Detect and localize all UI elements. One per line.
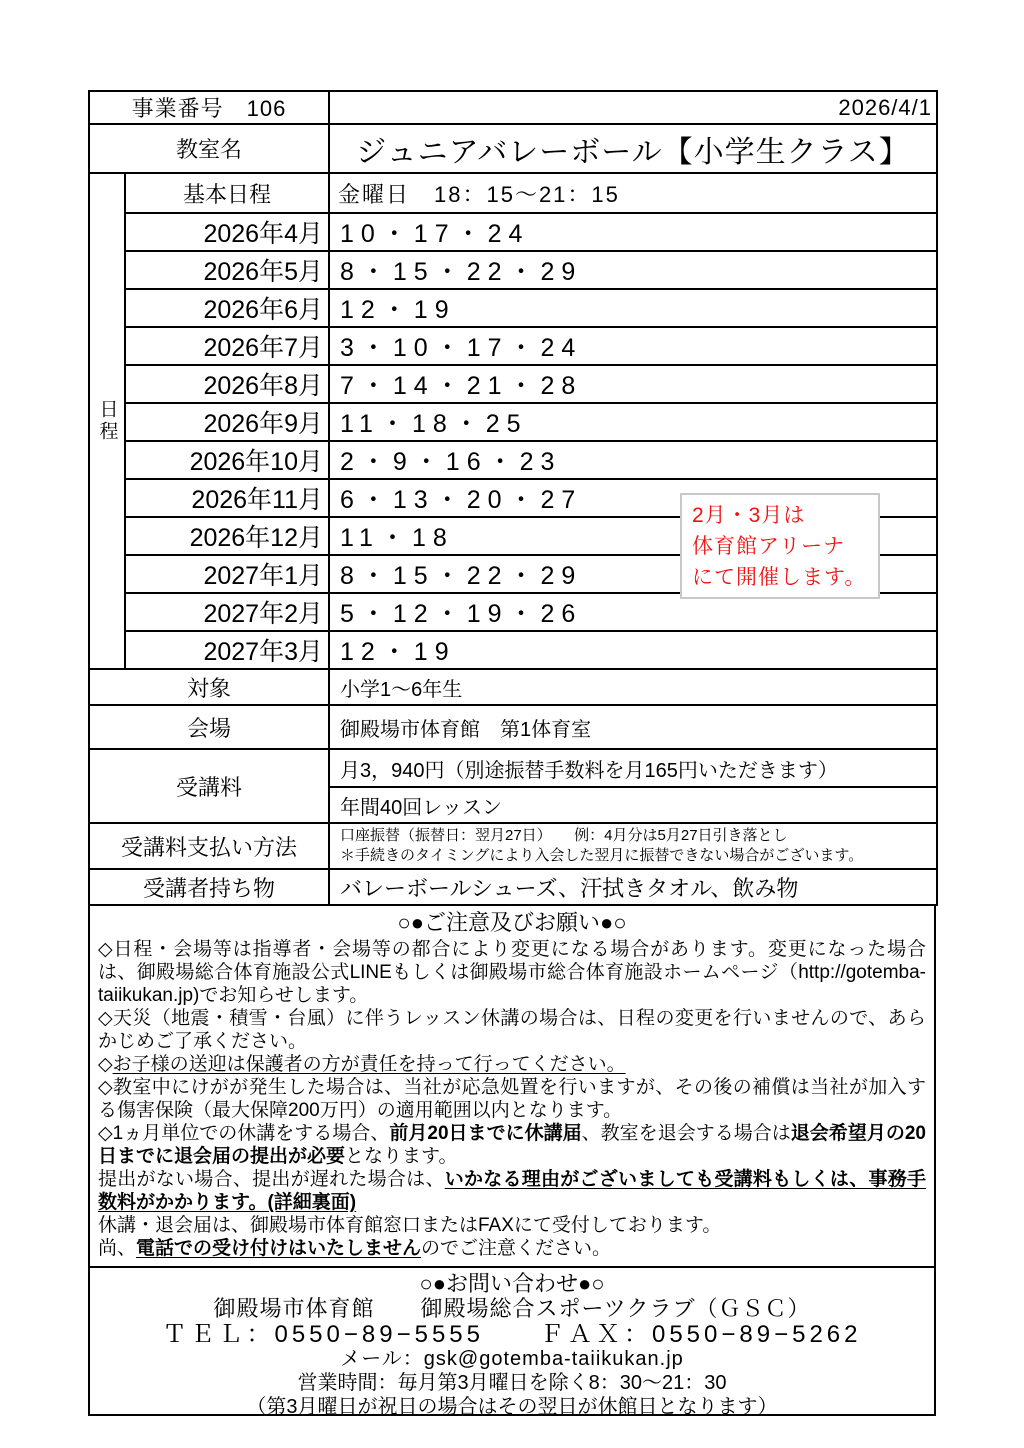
schedule-dates: 11・18・25 <box>329 403 937 441</box>
note-segment: 電話での受け付けはいたしません <box>136 1238 422 1259</box>
schedule-dates: 10・17・24 <box>329 213 937 251</box>
arena-notice-line: 2月・3月は <box>692 504 806 527</box>
note-segment: 前月20日までに休講届 <box>389 1123 582 1144</box>
fee-label: 受講料 <box>89 749 329 823</box>
schedule-month-row <box>89 251 937 289</box>
fee-row-1 <box>89 749 937 787</box>
note-line <box>98 1214 926 1237</box>
note-segment: お子様の送迎は保護者の方が責任を持って行ってください。 <box>112 1054 626 1075</box>
note-segment: ◇ <box>98 1054 113 1075</box>
arena-notice <box>680 493 880 599</box>
class-name-value: ジュニアバレーボール【小学生クラス】 <box>329 124 937 173</box>
schedule-month: 2027年1月 <box>125 555 329 593</box>
basic-schedule-row <box>89 173 937 213</box>
class-name-row <box>89 124 937 173</box>
note-segment: ◇天災（地震・積雪・台風）に伴うレッスン休講の場合は、日程の変更を行いませんので、あらかじめご了承ください。 <box>98 1008 926 1052</box>
schedule-dates: 11・18 <box>329 517 937 555</box>
items-row <box>89 869 937 905</box>
items-label: 受講者持ち物 <box>89 869 329 905</box>
schedule-dates: 5・12・19・26 <box>329 593 937 631</box>
class-name-label: 教室名 <box>89 124 329 173</box>
schedule-dates: 12・19 <box>329 631 937 669</box>
fee-lessons: 年間40回レッスン <box>329 787 937 823</box>
note-line <box>98 1237 926 1260</box>
schedule-dates: 8・15・22・29 <box>329 555 937 593</box>
schedule-month: 2026年11月 <box>125 479 329 517</box>
note-line <box>98 1168 926 1214</box>
note-line <box>98 1122 926 1168</box>
note-segment: 退会希望月の20日までに退会届の提出が必要 <box>98 1123 926 1167</box>
schedule-month-row <box>89 289 937 327</box>
schedule-month-row <box>89 441 937 479</box>
contact-header: ○●お問い合わせ●○ <box>419 1271 605 1296</box>
class-info-sheet <box>88 90 936 1416</box>
arena-notice-line: にて開催します。 <box>692 566 867 589</box>
schedule-dates: 3・10・17・24 <box>329 327 937 365</box>
target-value: 小学1～6年生 <box>329 669 937 705</box>
notes-section <box>88 904 936 1268</box>
arena-notice-line: 体育館アリーナ <box>692 535 846 558</box>
schedule-side-label: 日程 <box>96 399 118 443</box>
note-line <box>98 1076 926 1122</box>
schedule-month-row <box>89 403 937 441</box>
notes-header: ○●ご注意及びお願い●○ <box>397 910 627 935</box>
schedule-month: 2026年5月 <box>125 251 329 289</box>
note-line <box>98 1007 926 1053</box>
note-segment: いかなる理由がございましても受講料もしくは、事務手数料がかかります。(詳細裏面) <box>98 1169 926 1213</box>
note-segment: ◇日程・会場等は指導者・会場等の都合により変更になる場合があります。変更になった場合は、御殿場総合体育施設公式LINEもしくは御殿場市総合体育施設ホームページ（http://gotemba-taiikukan.jp)でお知らせします。 <box>98 939 926 1006</box>
schedule-month-row <box>89 327 937 365</box>
schedule-month: 2026年8月 <box>125 365 329 403</box>
contact-org: 御殿場市体育館 御殿場総合スポーツクラブ（ＧＳＣ） <box>213 1296 811 1321</box>
schedule-month: 2026年9月 <box>125 403 329 441</box>
schedule-month: 2026年6月 <box>125 289 329 327</box>
business-number-row <box>89 91 937 124</box>
note-segment: ◇教室中にけがが発生した場合は、当社が応急処置を行いますが、その後の補償は当社が加入する傷害保険（最大保障200万円）の適用範囲以内となります。 <box>98 1077 926 1121</box>
contact-mail: メール：gsk@gotemba-taiikukan.jp <box>340 1348 684 1370</box>
venue-label: 会場 <box>89 705 329 749</box>
schedule-dates: 8・15・22・29 <box>329 251 937 289</box>
note-line <box>98 1053 926 1076</box>
issue-date: 2026/4/1 <box>329 91 937 124</box>
venue-value: 御殿場市体育館 第1体育室 <box>329 705 937 749</box>
schedule-month: 2027年2月 <box>125 593 329 631</box>
contact-hours: 営業時間：毎月第3月曜日を除く8：30～21：30 <box>297 1372 727 1394</box>
business-number-label: 事業番号 106 <box>89 91 329 124</box>
schedule-month-row <box>89 631 937 669</box>
schedule-dates: 2・9・16・23 <box>329 441 937 479</box>
schedule-month: 2026年4月 <box>125 213 329 251</box>
schedule-dates: 6・13・20・27 <box>329 479 937 517</box>
header-table <box>88 90 938 174</box>
venue-row <box>89 705 937 749</box>
schedule-month: 2026年7月 <box>125 327 329 365</box>
schedule-month-row <box>89 213 937 251</box>
schedule-month: 2026年10月 <box>125 441 329 479</box>
payment-label: 受講料支払い方法 <box>89 823 329 869</box>
payment-line-2: ＊手続きのタイミングにより入会した翌月に振替できない場合がございます。 <box>340 847 864 864</box>
target-label: 対象 <box>89 669 329 705</box>
schedule-side-label-cell <box>89 173 125 669</box>
contact-hours-note: （第3月曜日が祝日の場合はその翌日が休館日となります） <box>246 1396 778 1418</box>
contact-tel-fax: ＴＥＬ：0550−89−5555 ＦＡＸ：0550−89−5262 <box>162 1321 862 1348</box>
schedule-month: 2026年12月 <box>125 517 329 555</box>
schedule-month-row <box>89 365 937 403</box>
basic-schedule-value: 金曜日 18：15～21：15 <box>329 173 937 213</box>
note-segment: ◇1ヵ月単位での休講をする場合、 <box>98 1123 390 1144</box>
contact-section <box>88 1266 936 1416</box>
fee-monthly: 月3，940円（別途振替手数料を月165円いただきます） <box>329 749 937 787</box>
target-row <box>89 669 937 705</box>
schedule-month: 2027年3月 <box>125 631 329 669</box>
details-table <box>88 668 938 906</box>
note-line <box>98 938 926 1007</box>
note-segment: 、教室を退会する場合は <box>581 1123 791 1144</box>
note-segment: 提出がない場合、提出が遅れた場合は、 <box>98 1169 445 1190</box>
note-segment: となります。 <box>345 1146 458 1167</box>
notes-lines <box>98 938 926 1260</box>
payment-value <box>329 823 937 869</box>
payment-row <box>89 823 937 869</box>
note-segment: のでご注意ください。 <box>421 1238 612 1259</box>
items-value: バレーボールシューズ、汗拭きタオル、飲み物 <box>329 869 937 905</box>
basic-schedule-label: 基本日程 <box>125 173 329 213</box>
schedule-dates: 12・19 <box>329 289 937 327</box>
note-segment: 休講・退会届は、御殿場市体育館窓口またはFAXにて受付しております。 <box>98 1215 722 1236</box>
schedule-dates: 7・14・21・28 <box>329 365 937 403</box>
payment-line-1: 口座振替（振替日：翌月27日） 例：4月分は5月27日引き落とし <box>340 827 788 844</box>
note-segment: 尚、 <box>98 1238 137 1259</box>
